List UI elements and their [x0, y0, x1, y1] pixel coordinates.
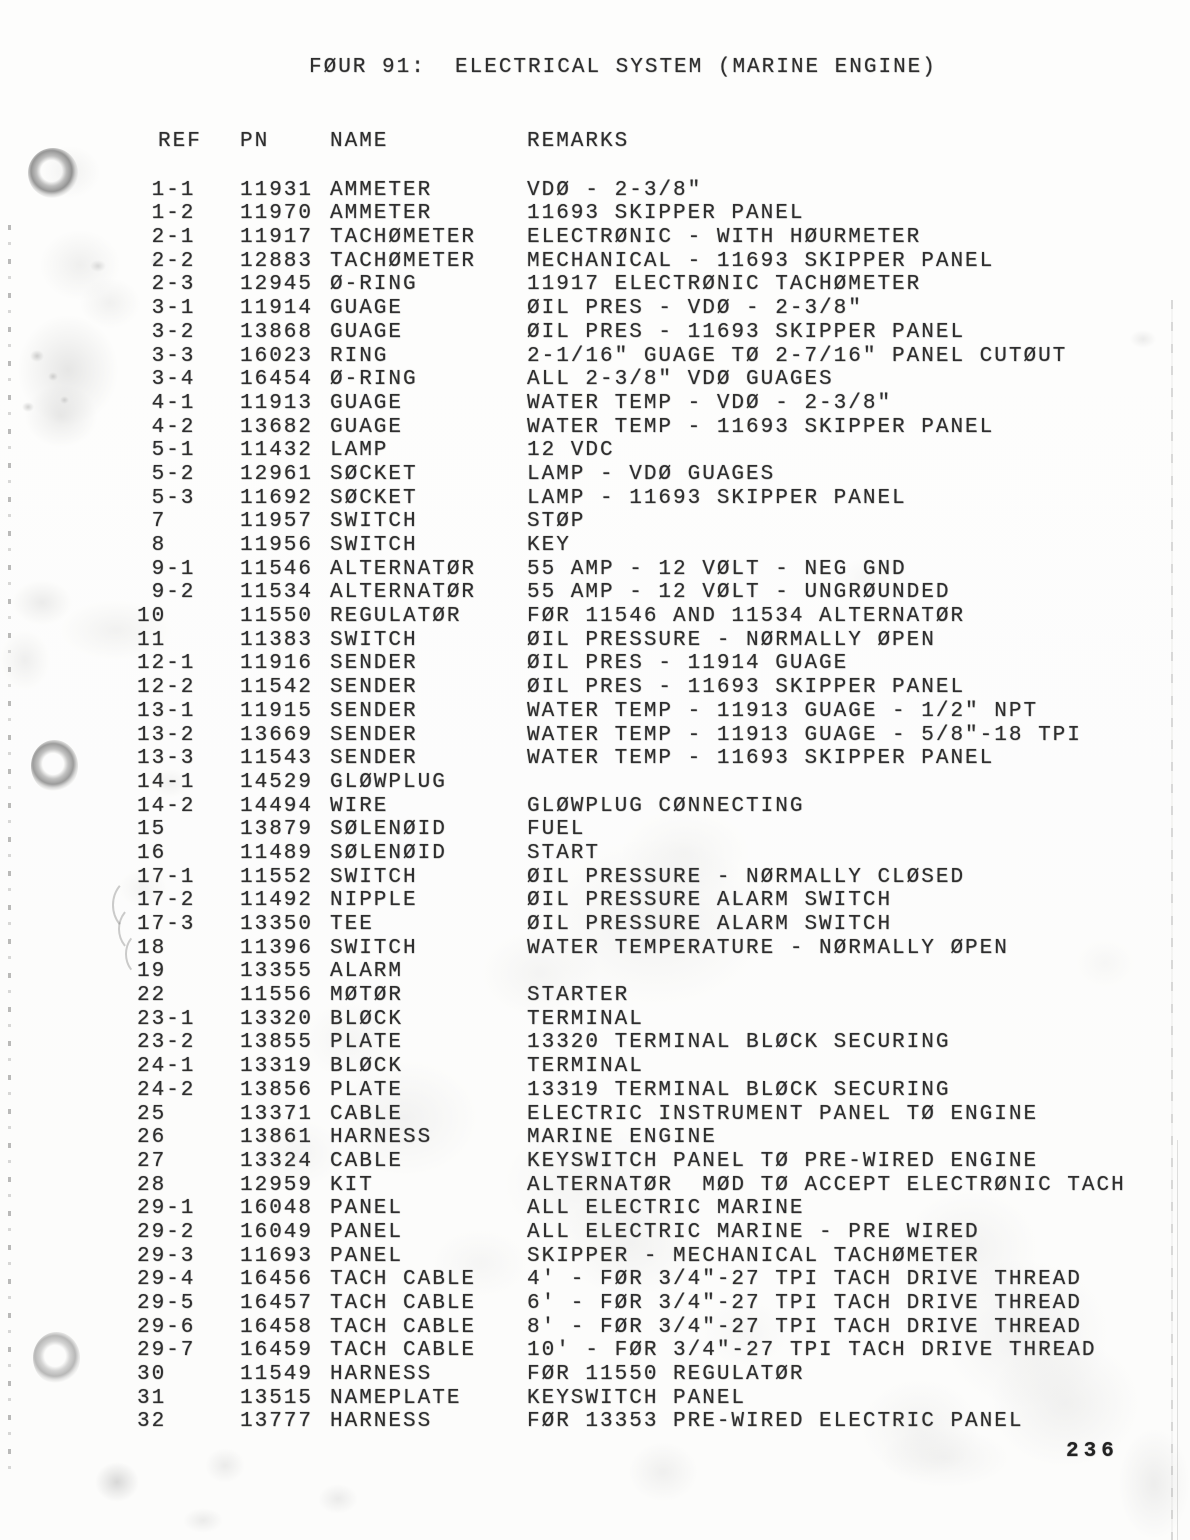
ref-cell: 31: [137, 1386, 167, 1410]
stain-blob: [25, 385, 97, 447]
remarks-cell: MECHANICAL - 11693 SKIPPER PANEL: [527, 249, 995, 273]
remarks-cell: LAMP - VDØ GUAGES: [527, 462, 776, 486]
table-row: [137, 510, 1157, 534]
name-cell: HARNESS: [330, 1126, 433, 1150]
table-row: [137, 179, 1157, 203]
pn-cell: 16459: [240, 1339, 314, 1363]
remarks-cell: WATER TEMP - 11693 SKIPPER PANEL: [527, 415, 995, 439]
ref-cell: 14-2: [137, 794, 196, 818]
pn-cell: 16049: [240, 1220, 314, 1244]
name-cell: Ø-RING: [330, 273, 418, 297]
name-cell: PANEL: [330, 1244, 404, 1268]
ref-cell: 26: [137, 1126, 167, 1150]
name-cell: KIT: [330, 1173, 374, 1197]
name-cell: CABLE: [330, 1149, 404, 1173]
name-cell: GUAGE: [330, 415, 404, 439]
name-cell: SWITCH: [330, 628, 418, 652]
pn-cell: 11549: [240, 1363, 314, 1387]
ref-cell: 17-3: [137, 913, 196, 936]
ref-cell: 28: [137, 1173, 167, 1197]
table-row: [137, 960, 1157, 984]
remarks-cell: [527, 960, 1157, 984]
remarks-cell: MARINE ENGINE: [527, 1126, 717, 1150]
table-row: [137, 273, 1157, 297]
ref-cell: 13-3: [137, 747, 196, 771]
table-row: [137, 1339, 1157, 1363]
table-row: [137, 581, 1157, 605]
name-cell: ALTERNATØR: [330, 557, 477, 581]
ref-cell: 29-4: [137, 1268, 196, 1292]
table-row: [137, 984, 1157, 1008]
ref-cell: 2-1: [137, 226, 196, 250]
name-cell: AMMETER: [330, 178, 433, 202]
pn-cell: 16023: [240, 344, 314, 368]
remarks-cell: KEYSWITCH PANEL: [527, 1386, 747, 1410]
pn-cell: 13682: [240, 415, 314, 439]
table-row: [137, 724, 1157, 748]
remarks-cell: STØP: [527, 510, 586, 534]
name-cell: TACH CABLE: [330, 1292, 477, 1315]
ref-cell: 9-2: [137, 581, 196, 605]
stain-blob: [880, 1428, 1010, 1488]
name-cell: SØCKET: [330, 462, 418, 486]
name-cell: TACH CABLE: [330, 1315, 477, 1339]
name-cell: GLØWPLUG: [330, 770, 447, 794]
name-cell: SØLENØID: [330, 818, 447, 842]
pn-cell: 13856: [240, 1078, 314, 1102]
name-cell: SENDER: [330, 652, 418, 676]
remarks-cell: KEYSWITCH PANEL TØ PRE-WIRED ENGINE: [527, 1149, 1039, 1173]
pn-cell: 11915: [240, 699, 314, 723]
pn-cell: 11556: [240, 984, 314, 1008]
stain-blob: [95, 1462, 139, 1502]
pn-cell: 11383: [240, 628, 314, 652]
pn-cell: 11550: [240, 605, 314, 629]
remarks-cell: ØIL PRES - 11914 GUAGE: [527, 652, 849, 676]
table-row: [137, 1387, 1157, 1411]
remarks-cell: ELECTRØNIC - WITH HØURMETER: [527, 226, 922, 250]
pn-cell: 11546: [240, 557, 314, 581]
table-row: [137, 321, 1157, 345]
name-cell: SENDER: [330, 676, 418, 700]
remarks-cell: ØIL PRESSURE ALARM SWITCH: [527, 889, 893, 913]
pn-cell: 12961: [240, 462, 314, 486]
pn-cell: 11956: [240, 534, 314, 557]
table-row: [137, 297, 1157, 321]
stain-blob: [40, 146, 100, 198]
ref-cell: 14-1: [137, 770, 196, 794]
right-paper-edge: [1171, 300, 1173, 1540]
name-cell: AMMETER: [330, 202, 433, 226]
pn-cell: 13515: [240, 1386, 314, 1410]
remarks-cell: FØR 11546 AND 11534 ALTERNATØR: [527, 605, 966, 629]
pn-cell: 13861: [240, 1126, 314, 1150]
table-row: [137, 439, 1157, 463]
ref-cell: 1-1: [137, 178, 196, 202]
hole-punch-mark: [28, 148, 78, 198]
pn-cell: 16458: [240, 1315, 314, 1339]
table-row: [137, 842, 1157, 866]
name-cell: MØTØR: [330, 984, 404, 1008]
remarks-cell: 8' - FØR 3/4"-27 TPI TACH DRIVE THREAD: [527, 1315, 1082, 1339]
remarks-cell: TERMINAL: [527, 1007, 644, 1031]
name-cell: PLATE: [330, 1031, 404, 1055]
name-cell: GUAGE: [330, 297, 404, 321]
name-cell: SWITCH: [330, 534, 418, 557]
ref-cell: 3-1: [137, 297, 196, 321]
remarks-cell: ØIL PRESSURE - NØRMALLY CLØSED: [527, 865, 966, 889]
name-cell: WIRE: [330, 794, 389, 818]
remarks-cell: 4' - FØR 3/4"-27 TPI TACH DRIVE THREAD: [527, 1268, 1082, 1292]
name-cell: REGULATØR: [330, 605, 462, 629]
name-cell: NIPPLE: [330, 889, 418, 913]
ref-cell: 23-1: [137, 1007, 196, 1031]
pn-cell: 12883: [240, 249, 314, 273]
ref-cell: 7: [137, 510, 167, 534]
table-row: [137, 1150, 1157, 1174]
ref-cell: 4-2: [137, 415, 196, 439]
ref-cell: 3-4: [137, 368, 196, 392]
page-title: FØUR 91: ELECTRICAL SYSTEM (MARINE ENGINE): [309, 56, 937, 79]
ref-cell: 30: [137, 1363, 167, 1387]
pn-cell: 16457: [240, 1292, 314, 1315]
pn-cell: 11970: [240, 202, 314, 226]
remarks-cell: ØIL PRES - VDØ - 2-3/8": [527, 297, 863, 321]
table-row: [137, 1363, 1157, 1387]
ref-cell: 19: [137, 960, 167, 984]
remarks-cell: WATER TEMP - 11693 SKIPPER PANEL: [527, 747, 995, 771]
name-cell: SENDER: [330, 723, 418, 747]
stain-blob: [12, 580, 72, 625]
remarks-cell: TERMINAL: [527, 1055, 644, 1079]
table-row: [137, 1197, 1157, 1221]
stain-blob: [90, 260, 106, 272]
hole-punch-mark: [33, 1332, 80, 1384]
name-cell: GUAGE: [330, 320, 404, 344]
pn-cell: 11543: [240, 747, 314, 771]
pn-cell: 13320: [240, 1007, 314, 1031]
table-row: [137, 1174, 1157, 1198]
name-cell: CABLE: [330, 1102, 404, 1126]
ref-cell: 12-2: [137, 676, 196, 700]
name-cell: TACH CABLE: [330, 1268, 477, 1292]
pn-cell: 13868: [240, 320, 314, 344]
name-cell: SØCKET: [330, 486, 418, 510]
ref-cell: 13-2: [137, 723, 196, 747]
ref-cell: 13-1: [137, 699, 196, 723]
remarks-cell: 11693 SKIPPER PANEL: [527, 202, 805, 226]
name-cell: Ø-RING: [330, 368, 418, 392]
table-row: [137, 771, 1157, 795]
remarks-cell: 13319 TERMINAL BLØCK SECURING: [527, 1078, 951, 1102]
ref-cell: 5-3: [137, 486, 196, 510]
ref-cell: 25: [137, 1102, 167, 1126]
pn-cell: 11489: [240, 841, 314, 865]
table-row: [137, 652, 1157, 676]
ref-cell: 8: [137, 534, 167, 557]
ref-cell: 29-1: [137, 1197, 196, 1221]
name-cell: HARNESS: [330, 1363, 433, 1387]
table-row: [137, 1079, 1157, 1103]
column-header-name: NAME: [330, 130, 389, 153]
ref-cell: 23-2: [137, 1031, 196, 1055]
remarks-cell: [527, 771, 1157, 795]
pn-cell: 13855: [240, 1031, 314, 1055]
stain-blob: [40, 230, 120, 300]
remarks-cell: 10' - FØR 3/4"-27 TPI TACH DRIVE THREAD: [527, 1339, 1097, 1363]
table-row: [137, 463, 1157, 487]
ref-cell: 27: [137, 1149, 167, 1173]
ref-cell: 18: [137, 936, 167, 960]
remarks-cell: ØIL PRESSURE ALARM SWITCH: [527, 913, 893, 936]
ref-cell: 3-2: [137, 320, 196, 344]
name-cell: SØLENØID: [330, 841, 447, 865]
table-row: [137, 1292, 1157, 1316]
remarks-cell: WATER TEMPERATURE - NØRMALLY ØPEN: [527, 936, 1009, 960]
remarks-cell: WATER TEMP - 11913 GUAGE - 1/2" NPT: [527, 699, 1039, 723]
remarks-cell: WATER TEMP - 11913 GUAGE - 5/8"-18 TPI: [527, 723, 1082, 747]
remarks-cell: ALL ELECTRIC MARINE - PRE WIRED: [527, 1220, 980, 1244]
name-cell: TACHØMETER: [330, 226, 477, 250]
ref-cell: 17-1: [137, 865, 196, 889]
parts-table-rows: [137, 179, 1157, 1434]
name-cell: BLØCK: [330, 1007, 404, 1031]
pn-cell: 14529: [240, 770, 314, 794]
table-row: [137, 368, 1157, 392]
table-row: [137, 605, 1157, 629]
name-cell: PANEL: [330, 1220, 404, 1244]
table-row: [137, 937, 1157, 961]
name-cell: ALARM: [330, 960, 404, 984]
ref-cell: 16: [137, 841, 167, 865]
stain-blob: [60, 396, 69, 404]
table-row: [137, 747, 1157, 771]
name-cell: ALTERNATØR: [330, 581, 477, 605]
ref-cell: 24-1: [137, 1055, 196, 1079]
remarks-cell: 55 AMP - 12 VØLT - UNGRØUNDED: [527, 581, 951, 605]
ref-cell: 29-6: [137, 1315, 196, 1339]
pn-cell: 12945: [240, 273, 314, 297]
pn-cell: 11542: [240, 676, 314, 700]
name-cell: PLATE: [330, 1078, 404, 1102]
pn-cell: 13879: [240, 818, 314, 842]
table-header-row: [137, 130, 1157, 154]
table-row: [137, 250, 1157, 274]
pn-cell: 13324: [240, 1149, 314, 1173]
remarks-cell: SKIPPER - MECHANICAL TACHØMETER: [527, 1244, 980, 1268]
pn-cell: 16456: [240, 1268, 314, 1292]
table-row: [137, 392, 1157, 416]
pn-cell: 11693: [240, 1244, 314, 1268]
remarks-cell: KEY: [527, 534, 571, 557]
column-header-remarks: REMARKS: [527, 130, 630, 153]
remarks-cell: 6' - FØR 3/4"-27 TPI TACH DRIVE THREAD: [527, 1292, 1082, 1315]
ref-cell: 32: [137, 1410, 167, 1434]
name-cell: PANEL: [330, 1197, 404, 1221]
parts-table: [137, 130, 1157, 1434]
remarks-cell: ØIL PRES - 11693 SKIPPER PANEL: [527, 320, 966, 344]
table-row: [137, 1221, 1157, 1245]
stain-blob: [628, 1442, 698, 1502]
pn-cell: 13371: [240, 1102, 314, 1126]
pn-cell: 11914: [240, 297, 314, 321]
remarks-cell: FØR 11550 REGULATØR: [527, 1363, 805, 1387]
table-row: [137, 558, 1157, 582]
table-row: [137, 202, 1157, 226]
ref-cell: 10: [137, 605, 167, 629]
page-number: 236: [1066, 1440, 1119, 1463]
table-row: [137, 416, 1157, 440]
name-cell: SWITCH: [330, 865, 418, 889]
table-row: [137, 1126, 1157, 1150]
ref-cell: 29-7: [137, 1339, 196, 1363]
name-cell: RING: [330, 344, 389, 368]
name-cell: SENDER: [330, 747, 418, 771]
table-row: [137, 1008, 1157, 1032]
table-row: [137, 889, 1157, 913]
ref-cell: 3-3: [137, 344, 196, 368]
table-row: [137, 1410, 1157, 1434]
pn-cell: 13669: [240, 723, 314, 747]
ref-cell: 4-1: [137, 391, 196, 415]
stain-blob: [205, 1448, 245, 1483]
pn-cell: 11692: [240, 486, 314, 510]
pn-cell: 13777: [240, 1410, 314, 1434]
stain-blob: [30, 350, 44, 362]
ref-cell: 5-1: [137, 439, 196, 463]
ref-cell: 12-1: [137, 652, 196, 676]
remarks-cell: 55 AMP - 12 VØLT - NEG GND: [527, 557, 907, 581]
name-cell: BLØCK: [330, 1055, 404, 1079]
ref-cell: 29-5: [137, 1292, 196, 1315]
name-cell: LAMP: [330, 439, 389, 463]
stain-blob: [318, 1484, 358, 1514]
stain-blob: [18, 315, 118, 425]
right-paper-edge-2: [1177, 1140, 1178, 1540]
table-row: [137, 345, 1157, 369]
ref-cell: 5-2: [137, 462, 196, 486]
remarks-cell: ALL ELECTRIC MARINE: [527, 1197, 805, 1221]
table-row: [137, 1055, 1157, 1079]
pn-cell: 11552: [240, 865, 314, 889]
pn-cell: 14494: [240, 794, 314, 818]
column-header-ref: REF: [158, 130, 202, 153]
table-row: [137, 1245, 1157, 1269]
column-header-pn: PN: [240, 130, 270, 153]
ref-cell: 29-2: [137, 1220, 196, 1244]
pn-cell: 11432: [240, 439, 314, 463]
pn-cell: 11931: [240, 178, 314, 202]
remarks-cell: ELECTRIC INSTRUMENT PANEL TØ ENGINE: [527, 1102, 1039, 1126]
ref-cell: 29-3: [137, 1244, 196, 1268]
pn-cell: 13350: [240, 913, 314, 936]
ref-cell: 11: [137, 628, 167, 652]
remarks-cell: FUEL: [527, 818, 586, 842]
name-cell: HARNESS: [330, 1410, 433, 1434]
hole-punch-mark: [31, 740, 78, 792]
table-row: [137, 913, 1157, 937]
remarks-cell: GLØWPLUG CØNNECTING: [527, 794, 805, 818]
left-paper-edge: [8, 225, 11, 1470]
ref-cell: 24-2: [137, 1078, 196, 1102]
stain-blob: [183, 1508, 223, 1533]
stain-blob: [1118, 1428, 1190, 1540]
remarks-cell: WATER TEMP - VDØ - 2-3/8": [527, 391, 893, 415]
name-cell: NAMEPLATE: [330, 1386, 462, 1410]
table-row: [137, 226, 1157, 250]
remarks-cell: START: [527, 841, 601, 865]
table-row: [137, 795, 1157, 819]
name-cell: SENDER: [330, 699, 418, 723]
ref-cell: 17-2: [137, 889, 196, 913]
stain-blob: [22, 402, 34, 412]
pn-cell: 11916: [240, 652, 314, 676]
stain-blob: [48, 372, 58, 381]
ref-cell: 1-2: [137, 202, 196, 226]
remarks-cell: FØR 13353 PRE-WIRED ELECTRIC PANEL: [527, 1410, 1024, 1434]
remarks-cell: 12 VDC: [527, 439, 615, 463]
remarks-cell: LAMP - 11693 SKIPPER PANEL: [527, 486, 907, 510]
ref-cell: 9-1: [137, 557, 196, 581]
remarks-cell: ØIL PRESSURE - NØRMALLY ØPEN: [527, 628, 936, 652]
table-row: [137, 1268, 1157, 1292]
name-cell: TACH CABLE: [330, 1339, 477, 1363]
pn-cell: 16454: [240, 368, 314, 392]
remarks-cell: ØIL PRES - 11693 SKIPPER PANEL: [527, 676, 966, 700]
table-row: [137, 1103, 1157, 1127]
ref-cell: 22: [137, 984, 167, 1008]
table-row: [137, 676, 1157, 700]
pn-cell: 13355: [240, 960, 314, 984]
pn-cell: 11957: [240, 510, 314, 534]
pn-cell: 11534: [240, 581, 314, 605]
pn-cell: 11396: [240, 936, 314, 960]
table-row: [137, 1031, 1157, 1055]
pn-cell: 16048: [240, 1197, 314, 1221]
ref-cell: 2-2: [137, 249, 196, 273]
ref-cell: 2-3: [137, 273, 196, 297]
remarks-cell: 11917 ELECTRØNIC TACHØMETER: [527, 273, 922, 297]
name-cell: TACHØMETER: [330, 249, 477, 273]
table-row: [137, 487, 1157, 511]
pn-cell: 12959: [240, 1173, 314, 1197]
pn-cell: 13319: [240, 1055, 314, 1079]
remarks-cell: STARTER: [527, 984, 630, 1008]
name-cell: GUAGE: [330, 391, 404, 415]
remarks-cell: VDØ - 2-3/8": [527, 178, 703, 202]
table-row: [137, 1316, 1157, 1340]
name-cell: SWITCH: [330, 510, 418, 534]
table-row: [137, 818, 1157, 842]
name-cell: TEE: [330, 913, 374, 936]
stain-blob: [80, 278, 140, 328]
remarks-cell: 13320 TERMINAL BLØCK SECURING: [527, 1031, 951, 1055]
pn-cell: 11913: [240, 391, 314, 415]
table-row: [137, 700, 1157, 724]
remarks-cell: ALL 2-3/8" VDØ GUAGES: [527, 368, 834, 392]
table-row: [137, 534, 1157, 558]
pn-cell: 11917: [240, 226, 314, 250]
table-row: [137, 629, 1157, 653]
remarks-cell: 2-1/16" GUAGE TØ 2-7/16" PANEL CUTØUT: [527, 344, 1068, 368]
ref-cell: 15: [137, 818, 167, 842]
remarks-cell: ALTERNATØR MØD TØ ACCEPT ELECTRØNIC TACH: [527, 1173, 1126, 1197]
table-row: [137, 866, 1157, 890]
name-cell: SWITCH: [330, 936, 418, 960]
pn-cell: 11492: [240, 889, 314, 913]
